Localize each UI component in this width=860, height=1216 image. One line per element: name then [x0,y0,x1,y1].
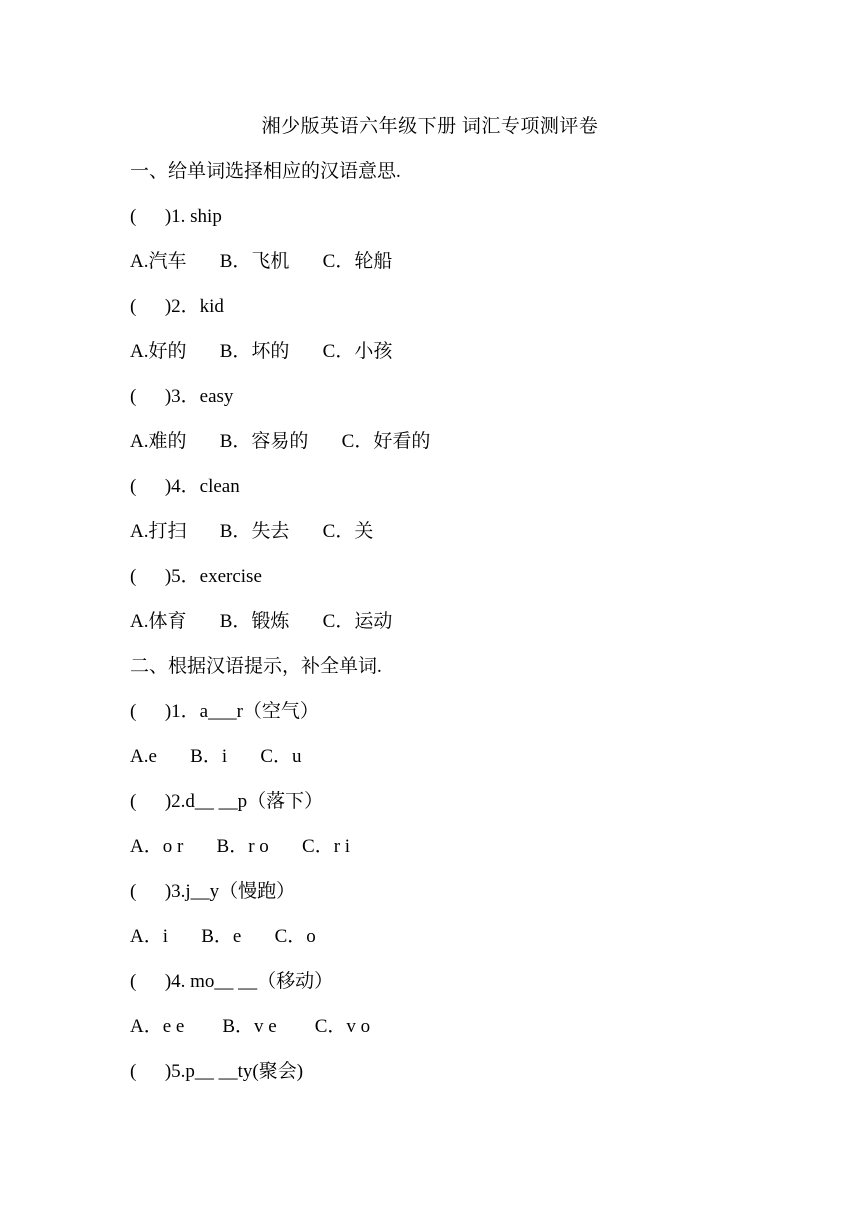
section-heading-1: 一、给单词选择相应的汉语意思. [130,161,401,182]
question-line: ( )1．a___r（空气） [130,701,319,722]
options-line: A．o r B．r o C．r i [130,836,351,857]
options-line: A.e B．i C．u [130,746,302,767]
question-line: ( )4. mo__ __（移动） [130,971,334,992]
question-line: ( )4．clean [130,476,240,497]
options-line: A.体育 B．锻炼 C．运动 [130,611,393,632]
options-line: A.汽车 B．飞机 C．轮船 [130,251,393,272]
section-heading-2: 二、根据汉语提示，补全单词. [130,656,382,677]
options-line: A.打扫 B．失去 C．关 [130,521,374,542]
question-line: ( )2.d__ __p（落下） [130,791,324,812]
question-line: ( )1. ship [130,206,222,227]
question-line: ( )5．exercise [130,566,262,587]
options-line: A．e e B．v e C．v o [130,1016,371,1037]
options-line: A.难的 B．容易的 C．好看的 [130,431,431,452]
options-line: A.好的 B．坏的 C．小孩 [130,341,393,362]
question-line: ( )2．kid [130,296,224,317]
document-title: 湘少版英语六年级下册 词汇专项测评卷 [261,116,599,137]
options-line: A．i B．e C．o [130,926,316,947]
question-line: ( )3．easy [130,386,234,407]
question-line: ( )5.p__ __ty(聚会) [130,1061,304,1082]
question-line: ( )3.j__y（慢跑） [130,881,296,902]
